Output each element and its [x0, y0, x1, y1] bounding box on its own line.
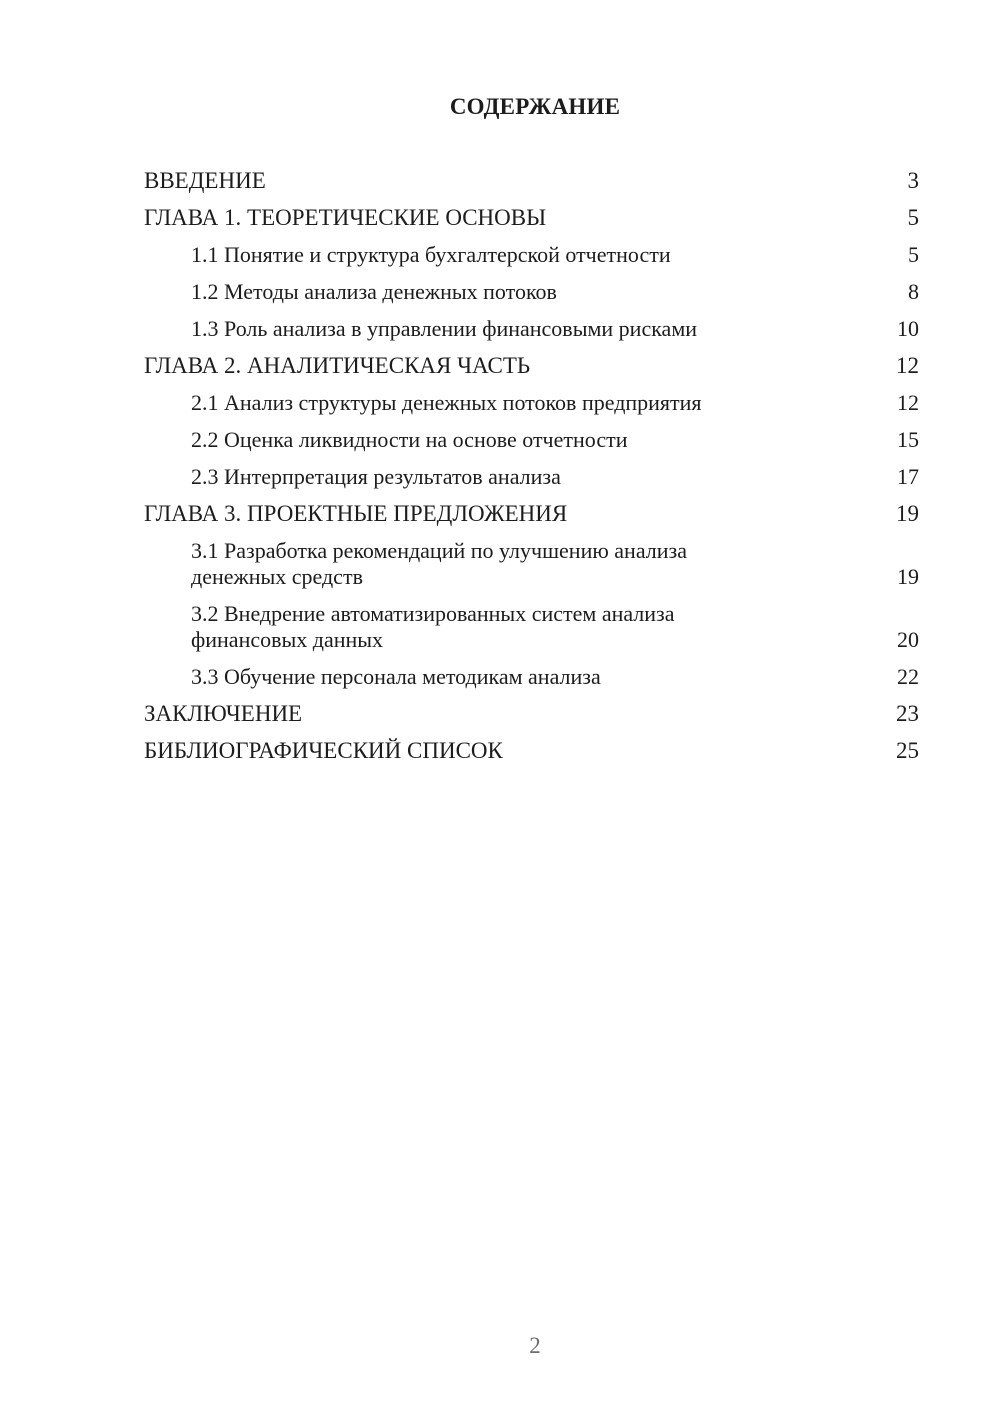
- toc-entry-section-1-1[interactable]: [144, 242, 919, 268]
- toc-entry-page: 15: [897, 427, 919, 452]
- toc-entry-page: 3: [907, 168, 919, 193]
- toc-entry-page: 19: [897, 564, 919, 589]
- toc-entry-introduction[interactable]: [144, 168, 919, 194]
- toc-entry-page: 25: [896, 738, 919, 763]
- toc-entry-label: 1.3 Роль анализа в управлении финансовыми рисками: [191, 316, 698, 341]
- toc-entry-label: ГЛАВА 1. ТЕОРЕТИЧЕСКИЕ ОСНОВЫ: [144, 205, 547, 230]
- table-of-contents: [144, 168, 919, 775]
- toc-entry-section-2-2[interactable]: [144, 427, 919, 453]
- toc-entry-section-3-2[interactable]: [144, 601, 919, 653]
- toc-entry-bibliography[interactable]: [144, 738, 919, 764]
- toc-entry-section-3-3[interactable]: [144, 664, 919, 690]
- toc-entry-chapter-3[interactable]: [144, 501, 919, 527]
- toc-entry-label: ГЛАВА 2. АНАЛИТИЧЕСКАЯ ЧАСТЬ: [144, 353, 531, 378]
- page-title: СОДЕРЖАНИЕ: [449, 94, 621, 119]
- toc-entry-section-2-1[interactable]: [144, 390, 919, 416]
- toc-entry-label: 3.3 Обучение персонала методикам анализа: [191, 664, 601, 689]
- toc-entry-page: 10: [897, 316, 919, 341]
- toc-entry-label: 2.2 Оценка ликвидности на основе отчетности: [191, 427, 628, 452]
- toc-entry-page: 12: [896, 353, 919, 378]
- toc-entry-page: 12: [897, 390, 919, 415]
- toc-entry-label: 3.1 Разработка рекомендаций по улучшению анализа денежных средств: [191, 538, 687, 589]
- toc-entry-page: 20: [897, 627, 919, 652]
- page-number: 2: [529, 1333, 541, 1358]
- toc-entry-section-1-2[interactable]: [144, 279, 919, 305]
- toc-entry-label: ВВЕДЕНИЕ: [144, 168, 266, 193]
- toc-entry-page: 19: [896, 501, 919, 526]
- toc-entry-page: 8: [908, 279, 919, 304]
- toc-entry-label: БИБЛИОГРАФИЧЕСКИЙ СПИСОК: [144, 738, 503, 763]
- toc-entry-label: ГЛАВА 3. ПРОЕКТНЫЕ ПРЕДЛОЖЕНИЯ: [144, 501, 568, 526]
- toc-entry-label: 2.1 Анализ структуры денежных потоков предприятия: [191, 390, 702, 415]
- toc-entry-chapter-1[interactable]: [144, 205, 919, 231]
- toc-entry-label: 3.2 Внедрение автоматизированных систем анализа финансовых данных: [191, 601, 675, 652]
- toc-entry-page: 17: [897, 464, 919, 489]
- toc-entry-page: 5: [907, 205, 919, 230]
- toc-entry-page: 5: [908, 242, 919, 267]
- toc-entry-label: 1.1 Понятие и структура бухгалтерской отчетности: [191, 242, 671, 267]
- toc-entry-section-2-3[interactable]: [144, 464, 919, 490]
- toc-entry-chapter-2[interactable]: [144, 353, 919, 379]
- toc-entry-label: ЗАКЛЮЧЕНИЕ: [144, 701, 303, 726]
- toc-entry-section-3-1[interactable]: [144, 538, 919, 590]
- toc-entry-label: 1.2 Методы анализа денежных потоков: [191, 279, 557, 304]
- toc-entry-conclusion[interactable]: [144, 701, 919, 727]
- toc-entry-page: 22: [897, 664, 919, 689]
- toc-entry-section-1-3[interactable]: [144, 316, 919, 342]
- toc-entry-label: 2.3 Интерпретация результатов анализа: [191, 464, 561, 489]
- toc-entry-page: 23: [896, 701, 919, 726]
